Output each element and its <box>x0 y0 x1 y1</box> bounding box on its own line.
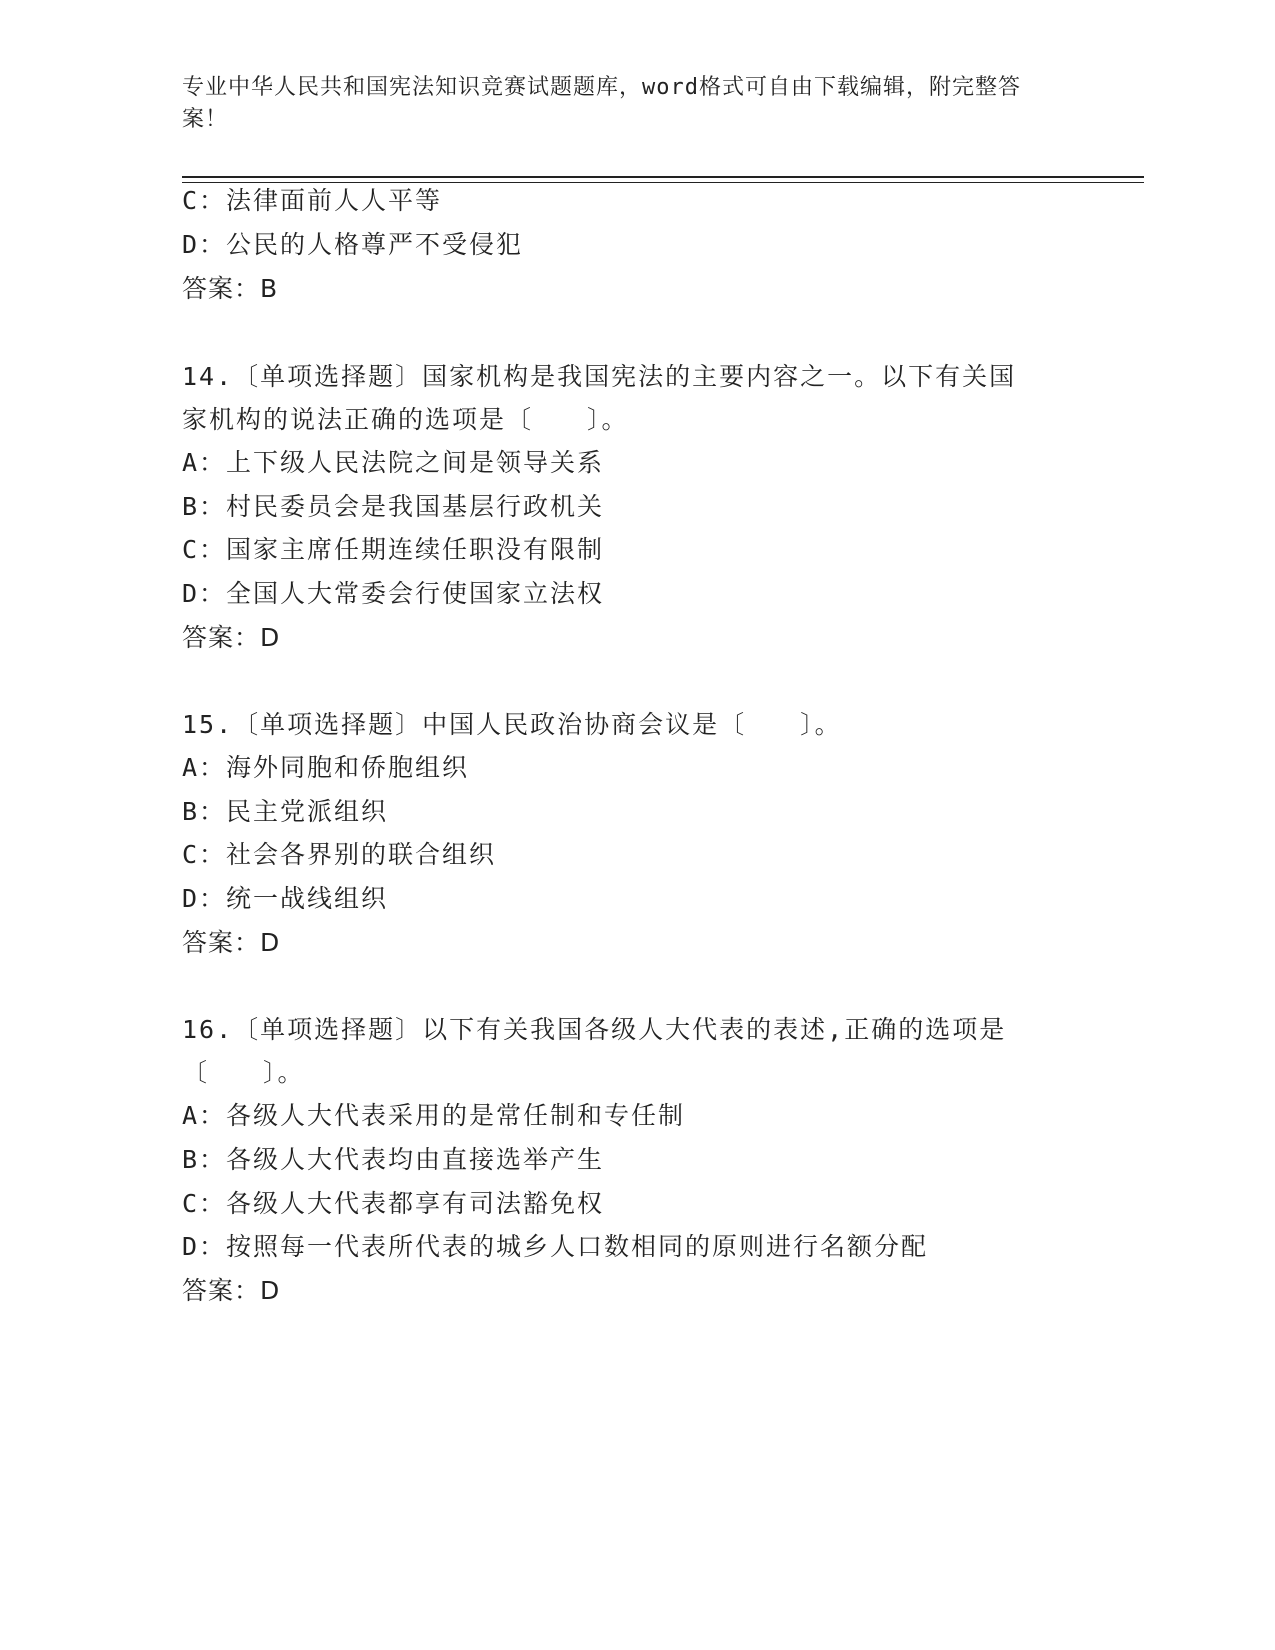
q16-stem-line2: 〔 〕。 <box>182 1058 305 1087</box>
q15-option-a: A：海外同胞和侨胞组织 <box>182 753 470 782</box>
header-divider-thin <box>182 182 1144 183</box>
document-header: 专业中华人民共和国宪法知识竞赛试题题库，word格式可自由下载编辑，附完整答案！ <box>182 75 1021 132</box>
q14-answer: 答案：D <box>182 623 281 652</box>
header-divider-thick <box>182 176 1144 178</box>
q15-option-b: B：民主党派组织 <box>182 797 389 826</box>
q16-option-b: B：各级人大代表均由直接选举产生 <box>182 1145 605 1174</box>
q14-stem-line2: 家机构的说法正确的选项是〔 〕。 <box>182 405 629 434</box>
q14-option-d: D：全国人大常委会行使国家立法权 <box>182 579 605 608</box>
q13-answer: 答案：B <box>182 274 279 303</box>
q13-option-d: D：公民的人格尊严不受侵犯 <box>182 230 524 259</box>
q16-stem-line1: 16.〔单项选择题〕以下有关我国各级人大代表的表述,正确的选项是 <box>182 1015 1007 1044</box>
q14-stem-line1: 14.〔单项选择题〕国家机构是我国宪法的主要内容之一。以下有关国 <box>182 362 1017 391</box>
q15-option-d: D：统一战线组织 <box>182 884 389 913</box>
q16-answer: 答案：D <box>182 1276 281 1305</box>
q13-option-c: C：法律面前人人平等 <box>182 186 443 215</box>
q16-option-a: A：各级人大代表采用的是常任制和专任制 <box>182 1101 686 1130</box>
q15-answer: 答案：D <box>182 928 281 957</box>
q15-stem-line1: 15.〔单项选择题〕中国人民政治协商会议是〔 〕。 <box>182 710 842 739</box>
q15-option-c: C：社会各界别的联合组织 <box>182 840 497 869</box>
q16-option-c: C：各级人大代表都享有司法豁免权 <box>182 1189 605 1218</box>
q16-option-d: D：按照每一代表所代表的城乡人口数相同的原则进行名额分配 <box>182 1232 929 1261</box>
q14-option-b: B：村民委员会是我国基层行政机关 <box>182 492 605 521</box>
q14-option-a: A：上下级人民法院之间是领导关系 <box>182 448 605 477</box>
q14-option-c: C：国家主席任期连续任职没有限制 <box>182 535 605 564</box>
